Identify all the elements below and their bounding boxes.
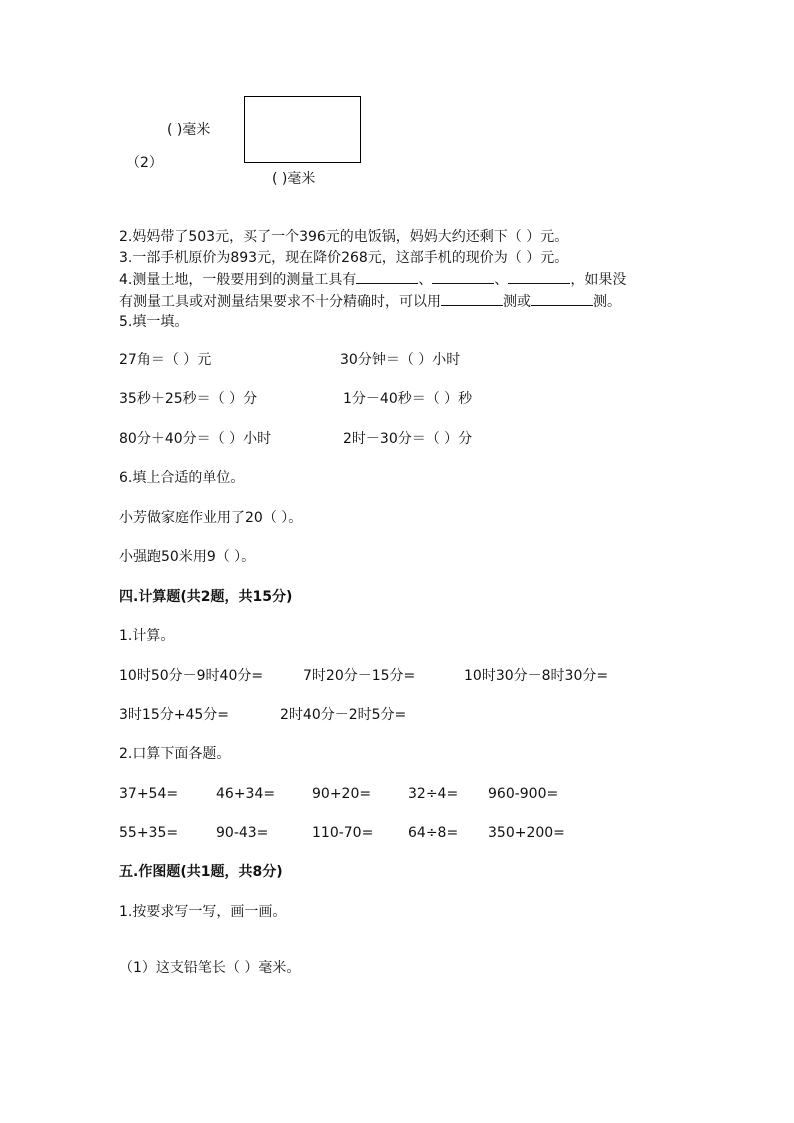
q4-text-g: 测。 — [593, 294, 621, 310]
blank — [508, 270, 570, 284]
q5-item: 27角＝（ ）元 — [119, 352, 212, 368]
question-4-line-1 — [119, 270, 626, 289]
s5-sub-question-1: （1）这支铅笔长（ ）毫米。 — [119, 960, 301, 976]
question-5-title: 5.填一填。 — [119, 314, 189, 330]
calc-item: 2时40分－2时5分= — [280, 707, 407, 723]
q5-item: 80分＋40分＝（ ）小时 — [119, 431, 272, 447]
blank — [356, 270, 418, 284]
question-6-title: 6.填上合适的单位。 — [119, 470, 245, 486]
q5-item: 30分钟＝（ ）小时 — [340, 352, 461, 368]
q4-text-e: 有测量工具或对测量结果要求不十分精确时，可以用 — [119, 294, 441, 310]
mental-math-item: 90+20= — [312, 786, 372, 802]
q6-line: 小芳做家庭作业用了20（ ）。 — [119, 510, 303, 526]
sub-question-index: （2） — [126, 155, 163, 171]
q4-sep-1: 、 — [418, 272, 433, 288]
mental-math-item: 960-900= — [488, 786, 559, 802]
mental-math-item: 32÷4= — [408, 786, 459, 802]
q4-sep-2: 、 — [494, 272, 509, 288]
calc-item: 10时50分－9时40分= — [119, 668, 264, 684]
q5-item: 35秒＋25秒＝（ ）分 — [119, 391, 258, 407]
mental-math-item: 350+200= — [488, 825, 565, 841]
mental-math-item: 90-43= — [216, 825, 269, 841]
mental-math-item: 37+54= — [119, 786, 179, 802]
rect-left-label: ( )毫米 — [167, 122, 211, 138]
calc-item: 7时20分－15分= — [303, 668, 416, 684]
q4-text-a: 4.测量土地，一般要用到的测量工具有 — [119, 272, 357, 288]
s4-question-2: 2.口算下面各题。 — [119, 746, 231, 762]
calc-item: 10时30分－8时30分= — [464, 668, 609, 684]
mental-math-item: 64÷8= — [408, 825, 459, 841]
rect-bottom-label: ( )毫米 — [272, 171, 316, 187]
q6-line: 小强跑50米用9（ ）。 — [119, 549, 256, 565]
mental-math-item: 46+34= — [216, 786, 276, 802]
q5-item: 1分－40秒＝（ ）秒 — [343, 391, 473, 407]
blank — [441, 292, 503, 306]
q4-text-d: ，如果没 — [570, 272, 627, 288]
mental-math-item: 110-70= — [312, 825, 374, 841]
q5-item: 2时－30分＝（ ）分 — [343, 431, 473, 447]
question-2: 2.妈妈带了503元，买了一个396元的电饭锅，妈妈大约还剩下（ ）元。 — [119, 229, 569, 245]
section-4-heading: 四.计算题(共2题，共15分) — [119, 589, 293, 605]
section-5-heading: 五.作图题(共1题，共8分) — [119, 864, 283, 880]
calc-item: 3时15分+45分= — [119, 707, 229, 723]
s5-question-1: 1.按要求写一写，画一画。 — [119, 904, 287, 920]
question-3: 3.一部手机原价为893元，现在降价268元，这部手机的现价为（ ）元。 — [119, 250, 569, 266]
q4-text-f: 测或 — [503, 294, 531, 310]
blank — [531, 292, 593, 306]
question-4-line-2 — [119, 292, 621, 311]
blank — [432, 270, 494, 284]
mental-math-item: 55+35= — [119, 825, 179, 841]
s4-question-1: 1.计算。 — [119, 628, 175, 644]
rectangle-figure — [244, 96, 361, 163]
